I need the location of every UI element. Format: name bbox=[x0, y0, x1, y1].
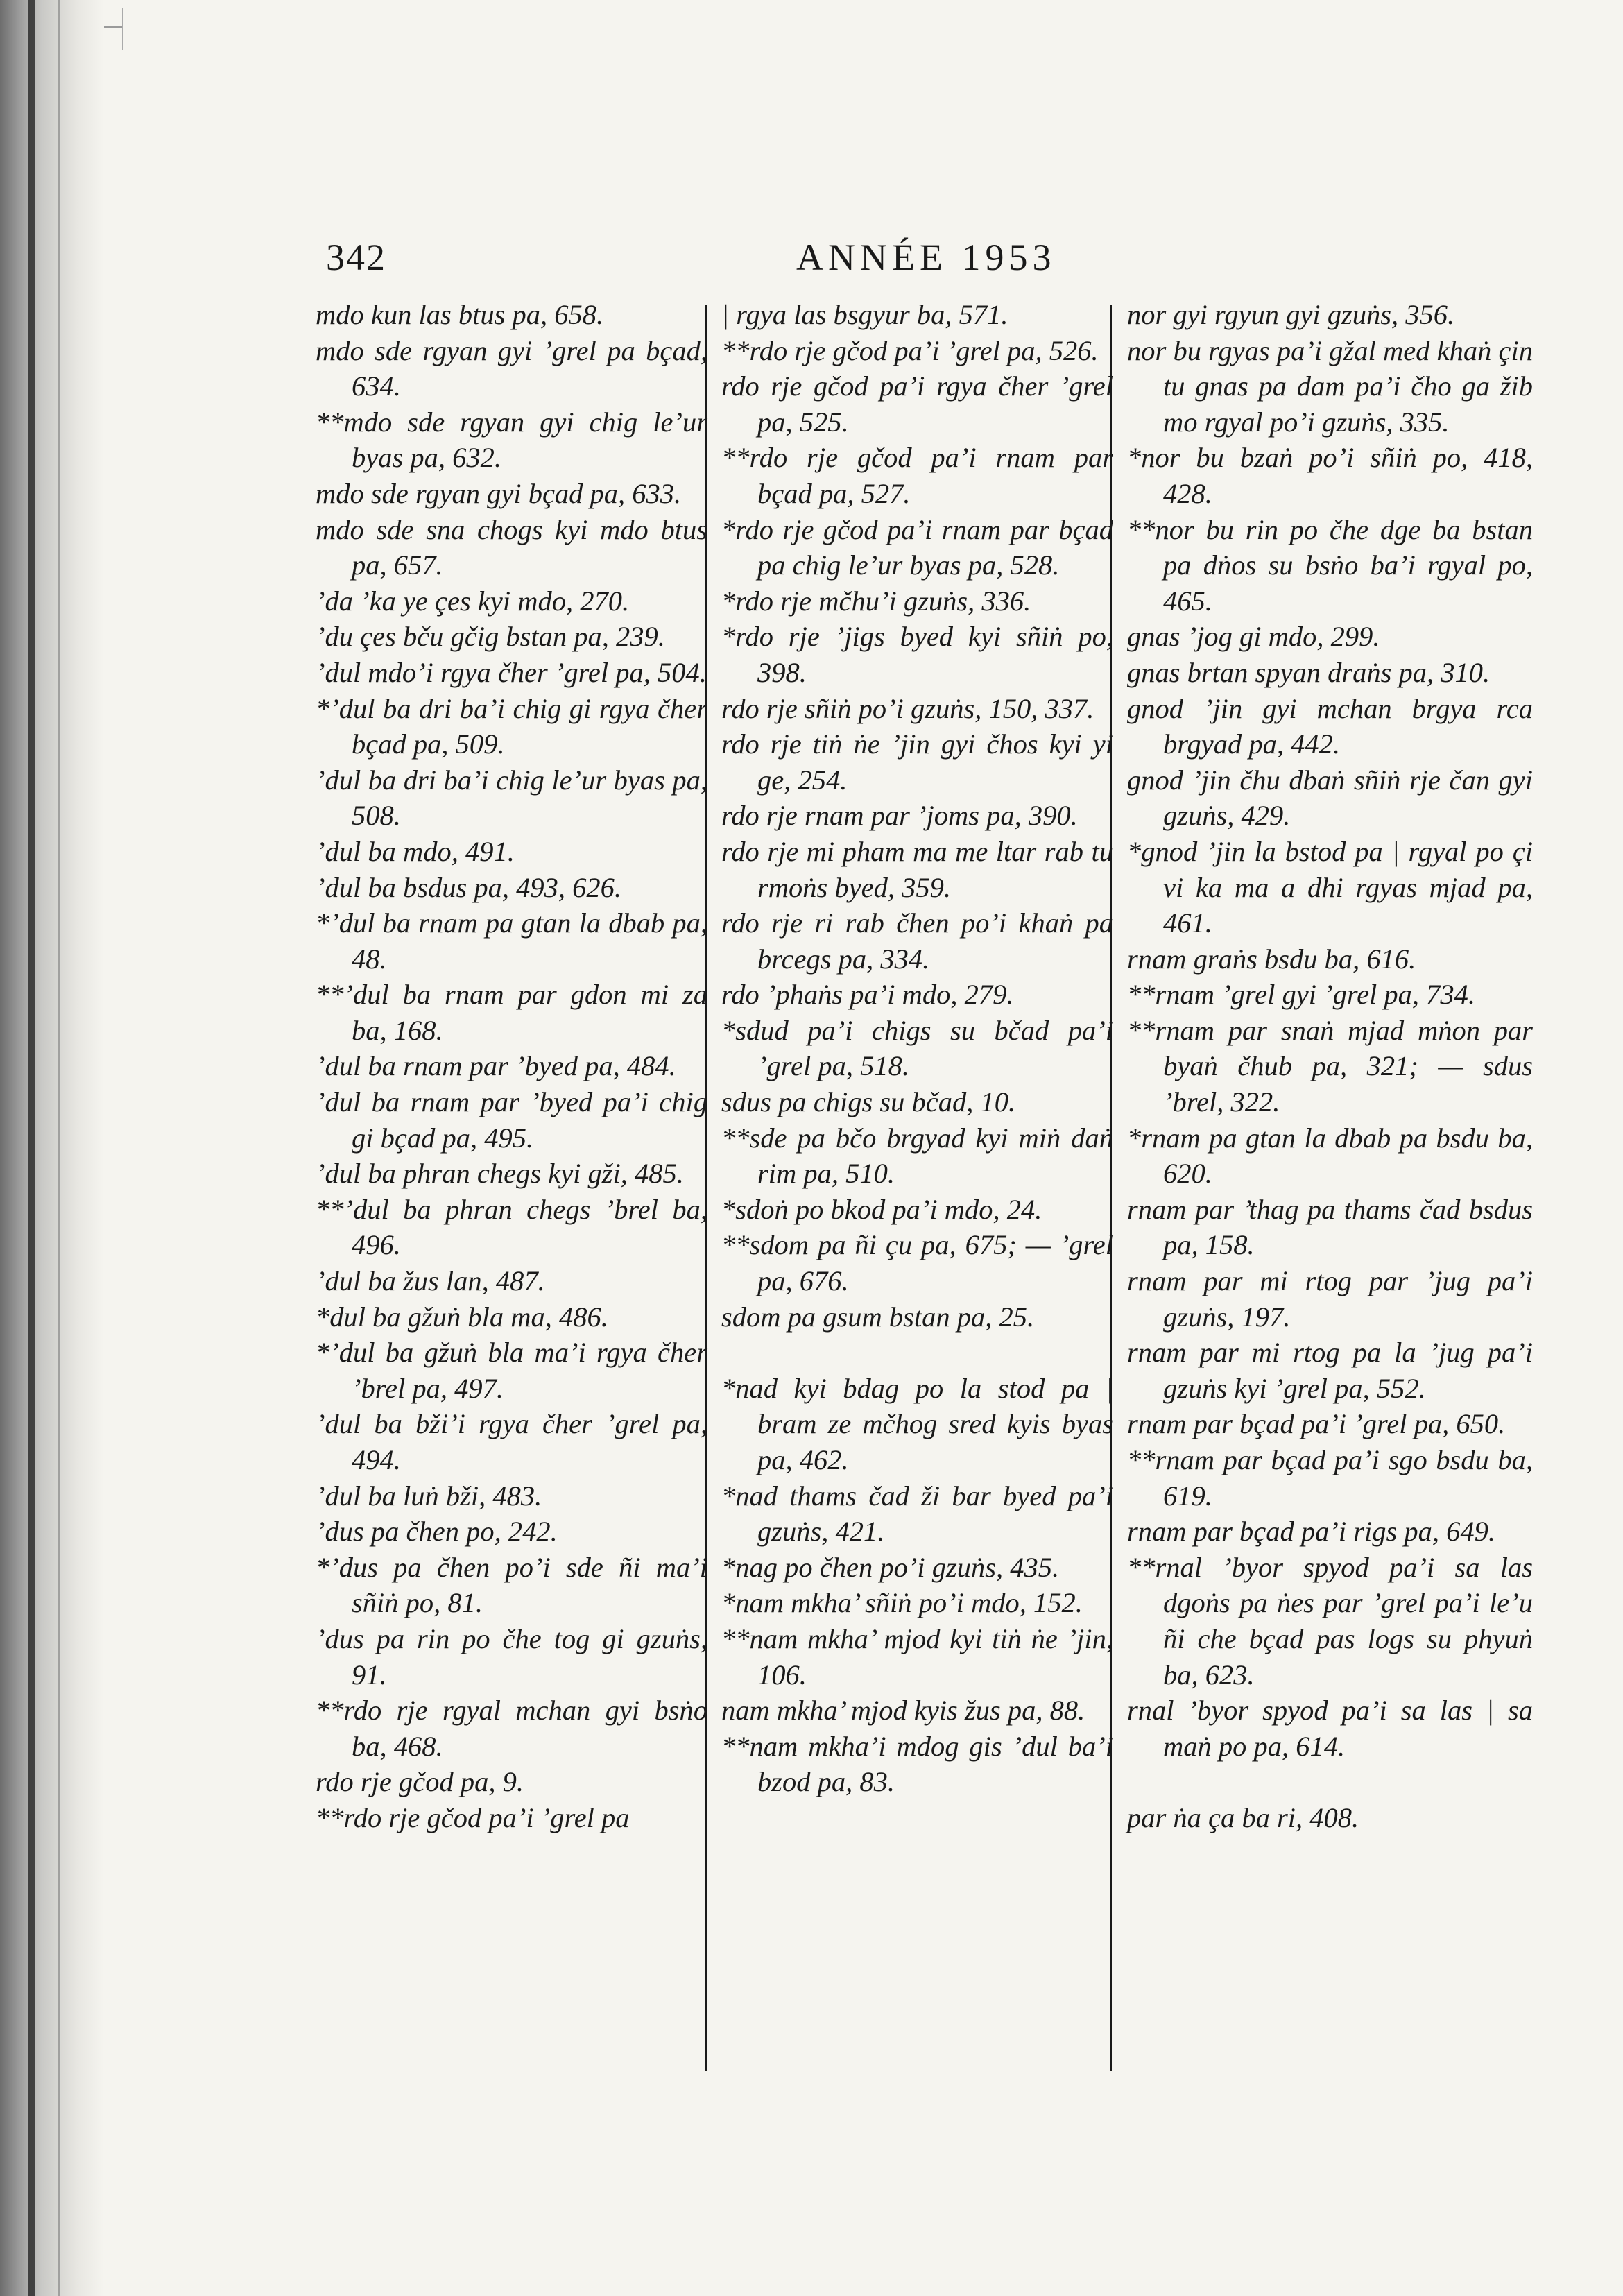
index-entry: ’dul ba rnam par ’byed pa’i chig gi bçad pa, 495. bbox=[316, 1086, 707, 1154]
index-entry: ’dul ba dri ba’i chig le’ur byas pa, 508. bbox=[316, 764, 707, 832]
index-entry: gnod ’jin čhu dbaṅ sñiṅ rje čan gyi gzuṅs, 429. bbox=[1127, 764, 1533, 832]
index-entry: *rdo rje gčod pa’i rnam par bçad pa chig le’ur byas pa, 528. bbox=[721, 513, 1113, 581]
index-entry: nor gyi rgyun gyi gzuṅs, 356. bbox=[1127, 299, 1455, 330]
index-entry: par ṅa ça ba ri, 408. bbox=[1127, 1801, 1359, 1833]
index-entry: gnas ’jog gi mdo, 299. bbox=[1127, 621, 1380, 653]
index-entry: **mdo sde rgyan gyi chig le’ur byas pa, 632. bbox=[316, 406, 707, 474]
index-entry: rnam par mi rtog pa la ’jug pa’i gzuṅs kyi ’grel pa, 552. bbox=[1127, 1337, 1533, 1404]
index-entry: ’du çes bču gčig bstan pa, 239. bbox=[316, 621, 665, 653]
index-entry: | rgya las bsgyur ba, 571. bbox=[721, 299, 1008, 330]
index-entry: rdo rje rnam par ’joms pa, 390. bbox=[721, 800, 1078, 832]
index-entry: *nad thams čad ži bar byed pa’i gzuṅs, 421. bbox=[721, 1480, 1113, 1548]
index-column-1 bbox=[316, 297, 707, 1836]
index-entry: nor bu rgyas pa’i gžal med khaṅ çin tu gnas pa dam pa’i čho ga žib mo rgyal po’i gzuṅs, 335. bbox=[1127, 334, 1533, 438]
index-entry: rnal ’byor spyod pa’i sa las | sa maṅ po pa, 614. bbox=[1127, 1695, 1533, 1762]
index-entry: ’dul ba bži’i rgya čher ’grel pa, 494. bbox=[316, 1408, 707, 1475]
binding-shadow bbox=[0, 0, 104, 2296]
index-entry: ’dul ba bsdus pa, 493, 626. bbox=[316, 871, 622, 903]
index-entry: rnam par bçad pa’i rigs pa, 649. bbox=[1127, 1516, 1496, 1548]
index-entry: **rdo rje gčod pa’i rnam par bçad pa, 527. bbox=[721, 442, 1113, 509]
index-entry: **’dul ba rnam par gdon mi za ba, 168. bbox=[316, 979, 707, 1046]
index-entry: ’da ’ka ye çes kyi mdo, 270. bbox=[316, 585, 630, 617]
index-entry: rnam par ’thag pa thams čad bsdus pa, 158. bbox=[1127, 1193, 1533, 1261]
index-entry: rnam graṅs bsdu ba, 616. bbox=[1127, 943, 1416, 975]
scan-mark bbox=[104, 26, 123, 28]
index-entry: mdo kun las btus pa, 658. bbox=[316, 299, 604, 330]
index-entry: **rnam par bçad pa’i sgo bsdu ba, 619. bbox=[1127, 1444, 1533, 1511]
index-entry: **rdo rje rgyal mchan gyi bsṅo ba, 468. bbox=[316, 1695, 707, 1762]
index-entry: ’dul ba rnam par ’byed pa, 484. bbox=[316, 1050, 676, 1082]
index-entry: **rnam par snaṅ mjad mṅon par byaṅ čhub pa, 321; — sdus ’brel, 322. bbox=[1127, 1014, 1533, 1118]
index-entry: nam mkha’ mjod kyis žus pa, 88. bbox=[721, 1695, 1085, 1727]
index-entry: *’dus pa čhen po’i sde ñi ma’i sñiṅ po, 81. bbox=[316, 1551, 707, 1619]
index-entry: *dul ba gžuṅ bla ma, 486. bbox=[316, 1301, 608, 1333]
index-entry: *sdud pa’i chigs su bčad pa’i ’grel pa, 518. bbox=[721, 1014, 1113, 1082]
index-entry: *nad kyi bdag po la stod pa | bram ze mčhog sred kyis byas pa, 462. bbox=[721, 1372, 1113, 1475]
index-entry: ’dul ba mdo, 491. bbox=[316, 835, 515, 867]
index-entry: mdo sde rgyan gyi bçad pa, 633. bbox=[316, 477, 682, 509]
index-entry: mdo sde rgyan gyi ’grel pa bçad, 634. bbox=[316, 334, 707, 402]
index-entry: gnas brtan spyan draṅs pa, 310. bbox=[1127, 656, 1491, 688]
index-entry: rdo rje gčod pa’i rgya čher ’grel pa, 525. bbox=[721, 370, 1113, 438]
index-entry: *’dul ba gžuṅ bla ma’i rgya čher ’brel pa, 497. bbox=[316, 1337, 707, 1404]
index-entry: rdo rje mi pham ma me ltar rab tu rmoṅs byed, 359. bbox=[721, 835, 1113, 903]
index-entry: sdus pa chigs su bčad, 10. bbox=[721, 1086, 1016, 1118]
index-entry: *gnod ’jin la bstod pa | rgyal po çi vi ka ma a dhi rgyas mjad pa, 461. bbox=[1127, 835, 1533, 939]
index-entry: rdo rje ri rab čhen po’i khaṅ pa brcegs pa, 334. bbox=[721, 907, 1113, 975]
index-entry: mdo sde sna chogs kyi mdo btus pa, 657. bbox=[316, 513, 707, 581]
index-entry: ’dus pa rin po čhe tog gi gzuṅs, 91. bbox=[316, 1622, 707, 1690]
index-entry: gnod ’jin gyi mchan brgya rca brgyad pa, 442. bbox=[1127, 692, 1533, 760]
index-entry: rnam par mi rtog par ’jug pa’i gzuṅs, 197. bbox=[1127, 1265, 1533, 1333]
index-entry: *rdo rje mčhu’i gzuṅs, 336. bbox=[721, 585, 1031, 617]
index-entry: rdo ’phaṅs pa’i mdo, 279. bbox=[721, 979, 1014, 1011]
index-column-3 bbox=[1127, 297, 1533, 1836]
index-entry: **’dul ba phran chegs ’brel ba, 496. bbox=[316, 1193, 707, 1261]
running-head: ANNÉE 1953 bbox=[796, 237, 1056, 278]
index-entry: *nam mkha’ sñiṅ po’i mdo, 152. bbox=[721, 1587, 1083, 1619]
binding-edge-secondary bbox=[58, 0, 60, 2296]
index-entry: **rdo rje gčod pa’i ’grel pa, 526. bbox=[721, 334, 1099, 366]
index-entry: **nam mkha’i mdog gis ’dul ba’i bzod pa, 83. bbox=[721, 1730, 1113, 1798]
index-entry: ’dus pa čhen po, 242. bbox=[316, 1516, 558, 1548]
index-entry: *rdo rje ’jigs byed kyi sñiṅ po, 398. bbox=[721, 621, 1113, 688]
index-entry: rdo rje gčod pa, 9. bbox=[316, 1766, 524, 1798]
index-entry: **sde pa bčo brgyad kyi miṅ daṅ rim pa, 510. bbox=[721, 1122, 1113, 1190]
index-entry: *’dul ba dri ba’i chig gi rgya čher bçad pa, 509. bbox=[316, 692, 707, 760]
index-entry: **nor bu rin po čhe dge ba bstan pa dṅos su bsṅo ba’i rgyal po, 465. bbox=[1127, 513, 1533, 617]
index-entry: ’dul ba phran chegs kyi gži, 485. bbox=[316, 1158, 684, 1190]
index-entry: rnam par bçad pa’i ’grel pa, 650. bbox=[1127, 1408, 1506, 1440]
index-entry: ’dul mdo’i rgya čher ’grel pa, 504. bbox=[316, 656, 707, 688]
index-entry: sdom pa gsum bstan pa, 25. bbox=[721, 1301, 1035, 1333]
index-entry: **rnal ’byor spyod pa’i sa las dgoṅs pa ṅes par ’grel pa’i le’u ñi che bçad pas logs su phyuṅ ba, 623. bbox=[1127, 1551, 1533, 1690]
index-entry: **rnam ’grel gyi ’grel pa, 734. bbox=[1127, 979, 1476, 1011]
index-entry: *sdoṅ po bkod pa’i mdo, 24. bbox=[721, 1193, 1042, 1225]
index-column-2 bbox=[721, 297, 1113, 1800]
index-entry: *’dul ba rnam pa gtan la dbab pa, 48. bbox=[316, 907, 707, 975]
index-entry: *nag po čhen po’i gzuṅs, 435. bbox=[721, 1551, 1060, 1583]
index-entry: rdo rje tiṅ ṅe ’jin gyi čhos kyi yi ge, 254. bbox=[721, 728, 1113, 796]
index-entry: ’dul ba žus lan, 487. bbox=[316, 1265, 545, 1297]
scan-tick bbox=[122, 8, 123, 50]
index-entry: *rnam pa gtan la dbab pa bsdu ba, 620. bbox=[1127, 1122, 1533, 1190]
index-entry: **nam mkha’ mjod kyi tiṅ ṅe ’jin, 106. bbox=[721, 1622, 1113, 1690]
index-entry: *nor bu bzaṅ po’i sñiṅ po, 418, 428. bbox=[1127, 442, 1533, 509]
page-number: 342 bbox=[326, 237, 386, 278]
binding-edge bbox=[28, 0, 35, 2296]
index-entry: **sdom pa ñi çu pa, 675; — ’grel pa, 676. bbox=[721, 1229, 1113, 1297]
index-entry: ’dul ba luṅ bži, 483. bbox=[316, 1480, 542, 1511]
index-entry: **rdo rje gčod pa’i ’grel pa bbox=[316, 1801, 630, 1833]
index-entry: rdo rje sñiṅ po’i gzuṅs, 150, 337. bbox=[721, 692, 1094, 724]
